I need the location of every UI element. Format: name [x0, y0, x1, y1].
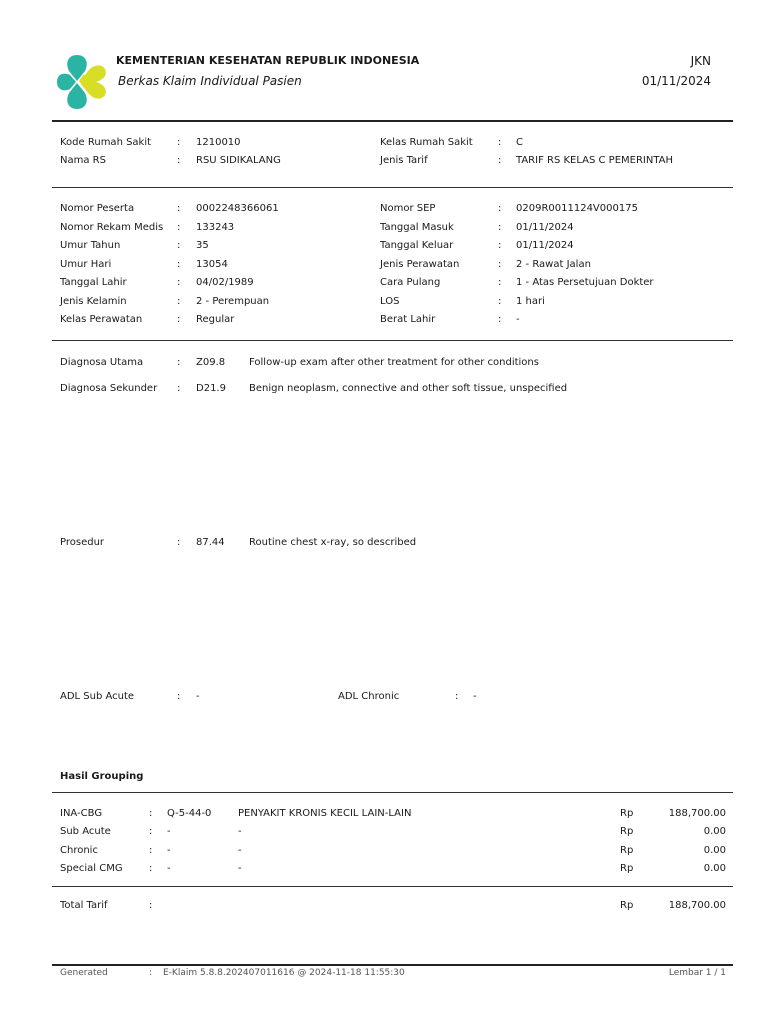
grouping-code: - — [167, 862, 171, 874]
info-row — [60, 277, 360, 296]
separator: : — [177, 314, 181, 325]
program-label: JKN — [690, 54, 711, 68]
grouping-label: Sub Acute — [60, 826, 111, 838]
grouping-code: - — [167, 826, 171, 838]
grouping-currency: Rp — [620, 844, 634, 856]
primary-diagnosis-label: Diagnosa Utama — [60, 357, 144, 368]
info-value: 01/11/2024 — [516, 221, 574, 233]
procedure-code: 87.44 — [196, 537, 225, 548]
info-row — [380, 296, 720, 315]
info-value: 0209R0011124V000175 — [516, 203, 638, 214]
separator: : — [177, 221, 181, 233]
separator: : — [177, 258, 181, 270]
total-tariff-currency: Rp — [620, 900, 634, 911]
patient-info-right — [380, 203, 720, 333]
grouping-label: Special CMG — [60, 862, 123, 874]
total-tariff-label: Total Tarif — [60, 900, 108, 911]
tariff-type-value: TARIF RS KELAS C PEMERINTAH — [516, 155, 674, 166]
info-value: 1 hari — [516, 295, 545, 307]
separator: : — [498, 258, 502, 270]
grouping-table — [60, 808, 726, 881]
info-value: 01/11/2024 — [516, 240, 574, 251]
separator: : — [498, 221, 502, 233]
header-divider — [52, 120, 733, 122]
info-value: 2 - Perempuan — [196, 295, 270, 307]
info-label: Tanggal Masuk — [380, 221, 454, 233]
info-label: Berat Lahir — [380, 314, 436, 325]
separator: : — [149, 968, 153, 978]
section-divider — [52, 340, 733, 341]
info-label: Umur Hari — [60, 258, 112, 270]
separator: : — [177, 295, 181, 307]
separator: : — [498, 277, 502, 288]
hospital-class-value: C — [516, 137, 523, 148]
secondary-diagnosis-desc: Benign neoplasm, connective and other soft tissue, unspecified — [249, 383, 568, 394]
info-value: - — [516, 314, 520, 325]
grouping-amount: 0.00 — [703, 826, 726, 838]
info-label: Jenis Perawatan — [380, 258, 460, 270]
separator: : — [498, 314, 502, 325]
hospital-class-label: Kelas Rumah Sakit — [380, 137, 473, 148]
secondary-diagnosis-code: D21.9 — [196, 383, 226, 394]
secondary-diagnosis-label: Diagnosa Sekunder — [60, 383, 158, 394]
separator: : — [177, 383, 181, 394]
grouping-desc: - — [238, 862, 242, 874]
info-row — [60, 240, 360, 259]
separator: : — [177, 155, 181, 166]
separator: : — [149, 900, 153, 911]
info-row — [380, 240, 720, 259]
procedure-label: Prosedur — [60, 537, 105, 548]
info-label: Tanggal Keluar — [380, 240, 454, 251]
info-row — [380, 222, 720, 241]
generated-value: E-Klaim 5.8.8.202407011616 @ 2024-11-18 11:55:30 — [163, 968, 405, 978]
ministry-name: KEMENTERIAN KESEHATAN REPUBLIK INDONESIA — [116, 54, 420, 67]
separator: : — [149, 844, 153, 856]
info-row — [380, 314, 720, 333]
info-row — [380, 277, 720, 296]
info-row — [60, 203, 360, 222]
grouping-code: Q-5-44-0 — [167, 808, 212, 819]
separator: : — [498, 155, 502, 166]
grouping-title: Hasil Grouping — [60, 771, 144, 782]
grouping-currency: Rp — [620, 808, 634, 819]
grouping-code: - — [167, 844, 171, 856]
grouping-currency: Rp — [620, 862, 634, 874]
hospital-name-label: Nama RS — [60, 155, 106, 166]
info-label: Jenis Kelamin — [60, 295, 127, 307]
adl-sub-acute-value: - — [196, 691, 200, 702]
separator: : — [177, 203, 181, 214]
info-value: 13054 — [196, 258, 228, 270]
grouping-label: INA-CBG — [60, 808, 103, 819]
info-value: 0002248366061 — [196, 203, 279, 214]
separator: : — [149, 826, 153, 838]
info-value: Regular — [196, 314, 235, 325]
grouping-amount: 188,700.00 — [668, 808, 726, 819]
info-row — [60, 222, 360, 241]
info-row — [380, 203, 720, 222]
info-row — [60, 259, 360, 278]
separator: : — [498, 137, 502, 148]
grouping-row — [60, 863, 726, 881]
info-value: 133243 — [196, 221, 235, 233]
separator: : — [177, 537, 181, 548]
tariff-type-label: Jenis Tarif — [380, 155, 428, 166]
info-value: 1 - Atas Persetujuan Dokter — [516, 277, 654, 288]
total-tariff-amount: 188,700.00 — [668, 900, 726, 911]
grouping-amount: 0.00 — [703, 862, 726, 874]
grouping-row — [60, 845, 726, 863]
generated-label: Generated — [60, 968, 108, 978]
info-label: Cara Pulang — [380, 277, 441, 288]
info-value: 35 — [196, 240, 209, 251]
info-label: Nomor Peserta — [60, 203, 135, 214]
grouping-desc: - — [238, 844, 242, 856]
separator: : — [177, 357, 181, 368]
info-row — [60, 296, 360, 315]
primary-diagnosis-desc: Follow-up exam after other treatment for other conditions — [249, 357, 539, 368]
section-divider — [52, 886, 733, 887]
grouping-label: Chronic — [60, 844, 98, 856]
primary-diagnosis-code: Z09.8 — [196, 357, 226, 368]
hospital-code-label: Kode Rumah Sakit — [60, 137, 152, 148]
footer-divider — [52, 964, 733, 966]
kemenkes-logo-icon — [55, 53, 109, 111]
separator: : — [177, 691, 181, 702]
separator: : — [498, 295, 502, 307]
separator: : — [455, 691, 459, 702]
info-label: LOS — [380, 295, 400, 307]
separator: : — [498, 203, 502, 214]
hospital-name-value: RSU SIDIKALANG — [196, 155, 281, 166]
grouping-amount: 0.00 — [703, 844, 726, 856]
adl-chronic-value: - — [473, 691, 477, 702]
document-subtitle: Berkas Klaim Individual Pasien — [118, 74, 302, 88]
grouping-currency: Rp — [620, 826, 634, 838]
separator: : — [149, 862, 153, 874]
info-value: 04/02/1989 — [196, 277, 254, 288]
separator: : — [177, 277, 181, 288]
grouping-row — [60, 826, 726, 844]
info-value: 2 - Rawat Jalan — [516, 258, 591, 270]
section-divider — [52, 792, 733, 793]
separator: : — [149, 808, 153, 819]
procedure-desc: Routine chest x-ray, so described — [249, 537, 417, 548]
info-row — [380, 259, 720, 278]
info-label: Nomor SEP — [380, 203, 436, 214]
grouping-desc: PENYAKIT KRONIS KECIL LAIN-LAIN — [238, 808, 412, 819]
separator: : — [498, 240, 502, 251]
grouping-desc: - — [238, 826, 242, 838]
hospital-code-value: 1210010 — [196, 137, 241, 148]
info-label: Umur Tahun — [60, 240, 121, 251]
info-label: Tanggal Lahir — [60, 277, 127, 288]
adl-sub-acute-label: ADL Sub Acute — [60, 691, 135, 702]
grouping-row — [60, 808, 726, 826]
separator: : — [177, 240, 181, 251]
adl-chronic-label: ADL Chronic — [338, 691, 400, 702]
document-date: 01/11/2024 — [641, 74, 711, 88]
info-label: Kelas Perawatan — [60, 314, 143, 325]
info-label: Nomor Rekam Medis — [60, 221, 164, 233]
section-divider — [52, 187, 733, 188]
patient-info-left — [60, 203, 360, 333]
page-number: Lembar 1 / 1 — [668, 968, 726, 978]
info-row — [60, 314, 360, 333]
separator: : — [177, 137, 181, 148]
